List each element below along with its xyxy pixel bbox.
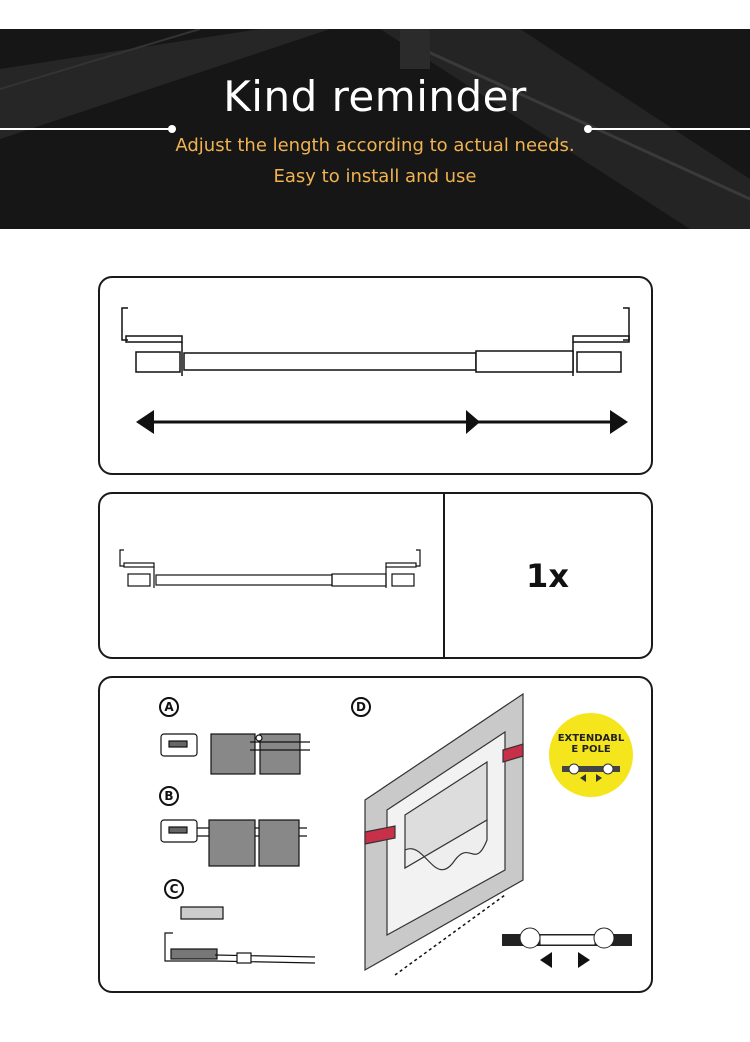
step-b-illustration xyxy=(155,810,315,870)
title-decoration-dot-left xyxy=(168,125,176,133)
step-c-label: C xyxy=(164,879,184,899)
step-c-illustration xyxy=(155,905,320,975)
step-d-label: D xyxy=(351,697,371,717)
step-a-illustration xyxy=(155,720,315,780)
badge-hands-icon xyxy=(560,762,622,782)
header-banner xyxy=(0,29,750,229)
extendable-pole-badge xyxy=(549,713,633,797)
banner-subtitle-line1: Adjust the length according to actual needs. xyxy=(175,135,575,156)
badge-text xyxy=(549,733,633,755)
badge-line: EXTENDABL E POLE xyxy=(557,733,625,755)
extendable-rod-diagram xyxy=(98,276,653,475)
title-decoration-dot-right xyxy=(584,125,592,133)
title-decoration-left xyxy=(0,128,170,130)
title-decoration-right xyxy=(590,128,750,130)
step-b-label: B xyxy=(159,786,179,806)
banner-title: Kind reminder xyxy=(223,72,527,121)
quantity-label: 1x xyxy=(526,557,569,595)
step-a-label: A xyxy=(159,697,179,717)
hands-extend-icon xyxy=(500,920,635,975)
banner-subtitle-line2: Easy to install and use xyxy=(273,166,477,187)
rod-illustration-small xyxy=(110,540,430,600)
